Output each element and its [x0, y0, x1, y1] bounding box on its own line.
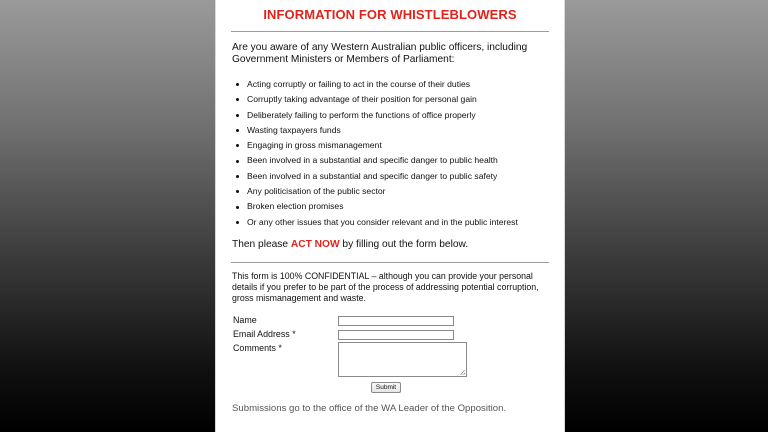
call-to-action: Then please ACT NOW by filling out the form below.: [232, 239, 469, 250]
confidentiality-notice: This form is 100% CONFIDENTIAL – although you can provide your personal details if you prefer to be part of the process of addressing potential corruption, gross mismanagement and waste.: [232, 271, 539, 303]
submission-note: Submissions go to the office of the WA Leader of the Opposition.: [232, 403, 507, 414]
name-label: Name: [233, 315, 257, 325]
bullet-icon: [236, 129, 239, 132]
bullet-icon: [236, 175, 239, 178]
title-divider: [231, 31, 549, 32]
list-item: Been involved in a substantial and specific danger to public health: [236, 153, 518, 168]
list-item: Deliberately failing to perform the functions of office properly: [236, 108, 518, 123]
act-now-highlight: ACT NOW: [290, 239, 340, 250]
comments-textarea[interactable]: [338, 342, 467, 377]
bullet-icon: [236, 144, 239, 147]
email-input[interactable]: [338, 330, 454, 340]
list-item: Been involved in a substantial and specific danger to public safety: [236, 169, 518, 184]
submit-button[interactable]: Submit: [371, 382, 401, 393]
bullet-icon: [236, 206, 239, 209]
list-item: Wasting taxpayers funds: [236, 123, 518, 138]
list-item: Any politicisation of the public sector: [236, 184, 518, 199]
list-item: Corruptly taking advantage of their position for personal gain: [236, 92, 518, 107]
intro-text: Are you aware of any Western Australian public officers, including Government Ministers or Members of Parliament:: [232, 42, 528, 65]
bullet-icon: [236, 190, 239, 193]
criteria-list: [236, 77, 518, 230]
list-item: Or any other issues that you consider relevant and in the public interest: [236, 215, 518, 230]
bullet-icon: [236, 221, 239, 224]
bullet-icon: [236, 98, 239, 101]
resize-grip-icon[interactable]: [460, 370, 465, 375]
form-divider: [231, 262, 549, 263]
bullet-icon: [236, 83, 239, 86]
comments-label: Comments *: [233, 343, 282, 353]
page-title: INFORMATION FOR WHISTLEBLOWERS: [263, 7, 517, 22]
whistleblower-panel: [215, 0, 565, 432]
name-input[interactable]: [338, 316, 454, 326]
list-item: Acting corruptly or failing to act in the course of their duties: [236, 77, 518, 92]
list-item: Engaging in gross mismanagement: [236, 138, 518, 153]
bullet-icon: [236, 160, 239, 163]
list-item: Broken election promises: [236, 199, 518, 214]
email-label: Email Address *: [233, 329, 296, 339]
bullet-icon: [236, 114, 239, 117]
